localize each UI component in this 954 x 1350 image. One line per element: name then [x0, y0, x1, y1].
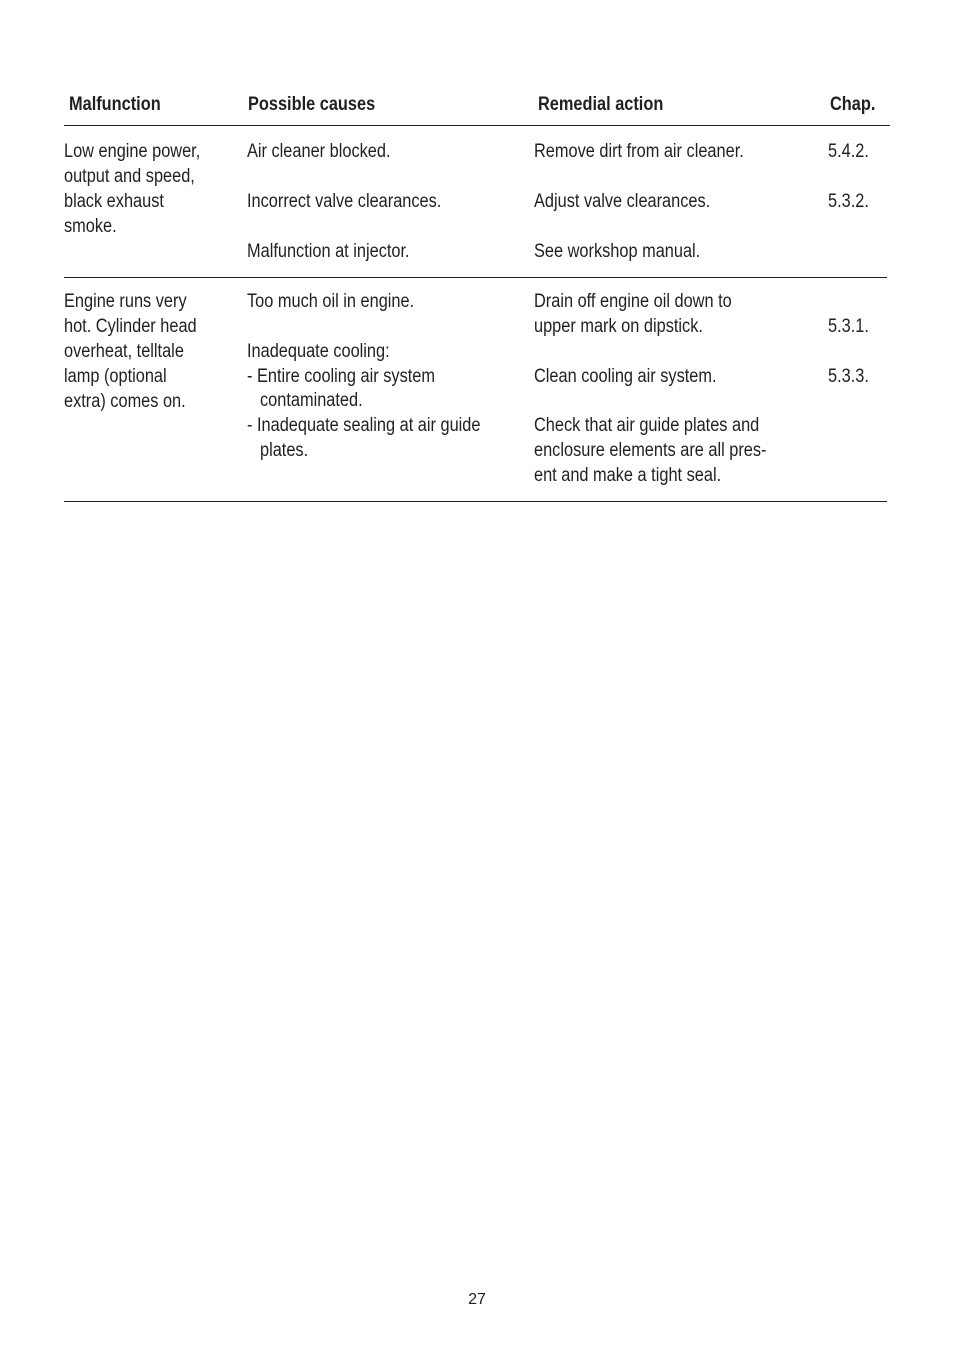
- remedy-drain-oil-line-1: Drain off engine oil down to: [534, 291, 732, 312]
- remedy-air-cleaner: Remove dirt from air cleaner.: [534, 141, 744, 162]
- cause-injector: Malfunction at injector.: [247, 241, 410, 262]
- malfunction-2-line-1: Engine runs very: [64, 291, 187, 312]
- remedy-air-guide-line-2: enclosure elements are all pres-: [534, 440, 767, 461]
- chap-air-cleaner: 5.4.2.: [828, 141, 869, 162]
- remedy-air-guide-line-1: Check that air guide plates and: [534, 415, 760, 436]
- malfunction-1-line-4: smoke.: [64, 216, 117, 237]
- cause-too-much-oil: Too much oil in engine.: [247, 291, 415, 312]
- malfunction-1-line-1: Low engine power,: [64, 141, 201, 162]
- cause-inadequate-cooling-heading: Inadequate cooling:: [247, 341, 390, 362]
- cause-air-guide-sealing-line-2: plates.: [260, 440, 309, 461]
- cause-valve-clearances: Incorrect valve clearances.: [247, 191, 442, 212]
- header-possible-causes: Possible causes: [248, 94, 376, 115]
- cause-cooling-system-line-1: - Entire cooling air system: [247, 366, 435, 387]
- page-number: 27: [468, 1291, 486, 1308]
- cause-cooling-system-line-2: contaminated.: [260, 390, 363, 411]
- chap-valve-clearances: 5.3.2.: [828, 191, 869, 212]
- remedy-drain-oil-line-2: upper mark on dipstick.: [534, 316, 703, 337]
- remedy-air-guide-line-3: ent and make a tight seal.: [534, 465, 722, 486]
- chap-drain-oil: 5.3.1.: [828, 316, 869, 337]
- header-rule: [64, 125, 890, 126]
- malfunction-1-line-3: black exhaust: [64, 191, 164, 212]
- cause-air-cleaner: Air cleaner blocked.: [247, 141, 391, 162]
- cause-air-guide-sealing-line-1: - Inadequate sealing at air guide: [247, 415, 481, 436]
- header-malfunction: Malfunction: [69, 94, 161, 115]
- malfunction-2-line-5: extra) comes on.: [64, 391, 186, 412]
- remedy-injector: See workshop manual.: [534, 241, 701, 262]
- remedy-valve-clearances: Adjust valve clearances.: [534, 191, 711, 212]
- malfunction-2-line-4: lamp (optional: [64, 366, 167, 387]
- table-bottom-rule: [64, 501, 887, 502]
- header-remedial-action: Remedial action: [538, 94, 664, 115]
- group-divider: [64, 277, 887, 278]
- remedy-clean-cooling: Clean cooling air system.: [534, 366, 717, 387]
- malfunction-2-line-2: hot. Cylinder head: [64, 316, 197, 337]
- malfunction-2-line-3: overheat, telltale: [64, 341, 184, 362]
- header-chapter: Chap.: [830, 94, 876, 115]
- chap-clean-cooling: 5.3.3.: [828, 366, 869, 387]
- malfunction-1-line-2: output and speed,: [64, 166, 195, 187]
